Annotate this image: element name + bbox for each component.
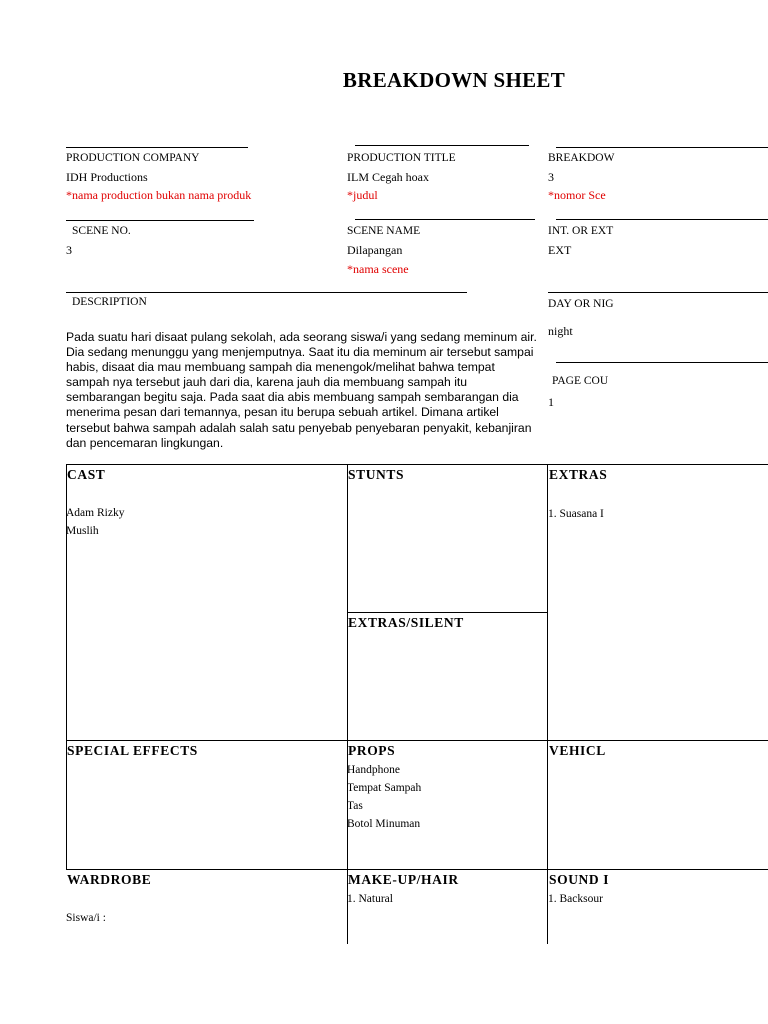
breakdown-page-note: *nomor Sce	[548, 188, 606, 202]
scene-name-label: SCENE NAME	[347, 225, 421, 237]
page-count-value: 1	[548, 395, 554, 409]
underline-page-count	[556, 362, 768, 363]
stunts-heading: STUNTS	[348, 467, 405, 482]
extras-heading: EXTRAS	[549, 467, 608, 482]
description-text: Pada suatu hari disaat pulang sekolah, ada seorang siswa/i yang sedang meminum air. Dia sedang menunggu yang menjemputnya. Saat itu dia meminum air tersebut sampai habis, disaat dia mau membuang sampah dia menengok/melihat bahwa tempat sampah nya tersebut jauh dari dia, karena jauh dia membuang sampah itu sembarangan begitu saja. Pada saat dia abis membuang sampah sembarangan dia menerima pesan dari temannya, pesan itu berupa sebuah artikel. Dimana artikel tersebut bahwa sampah adalah salah satu penyebab penyebaran penyakit, kebanjiran dan pencemaran lingkungan.	[66, 330, 537, 450]
extras-item: 1. Suasana I	[548, 508, 604, 520]
makeup-hair-heading: MAKE-UP/HAIR	[348, 872, 459, 887]
grid-line-top	[66, 464, 768, 465]
cast-item: Adam Rizky	[66, 507, 125, 519]
production-title-label: PRODUCTION TITLE	[347, 152, 456, 164]
underline-production-company	[66, 147, 248, 148]
page-title: BREAKDOWN SHEET	[342, 68, 566, 92]
underline-description	[66, 292, 467, 293]
production-title-value: ILM Cegah hoax	[347, 170, 429, 184]
makeup-hair-item: 1. Natural	[347, 893, 393, 905]
special-effects-heading: SPECIAL EFFECTS	[67, 743, 198, 758]
underline-scene-name	[355, 219, 535, 220]
grid-line-lower	[66, 869, 768, 870]
grid-line-mid	[66, 740, 768, 741]
sound-item: 1. Backsour	[548, 893, 603, 905]
vehicles-heading: VEHICL	[549, 743, 606, 758]
underline-day-night	[548, 292, 768, 293]
underline-int-ext	[556, 219, 768, 220]
scene-name-value: Dilapangan	[347, 243, 403, 257]
day-night-value: night	[548, 324, 573, 338]
grid-line-col3	[547, 464, 548, 944]
breakdown-page-label: BREAKDOW	[548, 152, 615, 164]
production-company-label: PRODUCTION COMPANY	[66, 152, 200, 164]
scene-no-label: SCENE NO.	[72, 225, 131, 237]
page-count-label: PAGE COU	[552, 375, 609, 387]
breakdown-page-value: 3	[548, 170, 554, 184]
day-night-label: DAY OR NIG	[548, 298, 614, 310]
props-heading: PROPS	[348, 743, 396, 758]
sound-heading: SOUND I	[549, 872, 610, 887]
props-item: Tas	[347, 800, 363, 812]
props-item: Botol Minuman	[347, 818, 421, 830]
props-item: Tempat Sampah	[347, 782, 422, 794]
cast-heading: CAST	[67, 467, 106, 482]
production-company-note: *nama production bukan nama produk	[66, 188, 252, 202]
wardrobe-item: Siswa/i :	[66, 912, 106, 924]
underline-production-title	[355, 145, 529, 146]
grid-line-stunts-bottom	[347, 612, 547, 613]
description-label: DESCRIPTION	[72, 296, 147, 308]
production-title-note: *judul	[347, 188, 378, 202]
underline-breakdown-page	[556, 147, 768, 148]
int-ext-value: EXT	[548, 243, 572, 257]
extras-silent-heading: EXTRAS/SILENT	[348, 615, 464, 630]
scene-no-value: 3	[66, 243, 72, 257]
production-company-value: IDH Productions	[66, 170, 148, 184]
wardrobe-heading: WARDROBE	[67, 872, 152, 887]
props-item: Handphone	[347, 764, 401, 776]
scene-name-note: *nama scene	[347, 262, 409, 276]
cast-item: Muslih	[66, 525, 99, 537]
int-ext-label: INT. OR EXT	[548, 225, 614, 237]
underline-scene-no	[66, 220, 254, 221]
